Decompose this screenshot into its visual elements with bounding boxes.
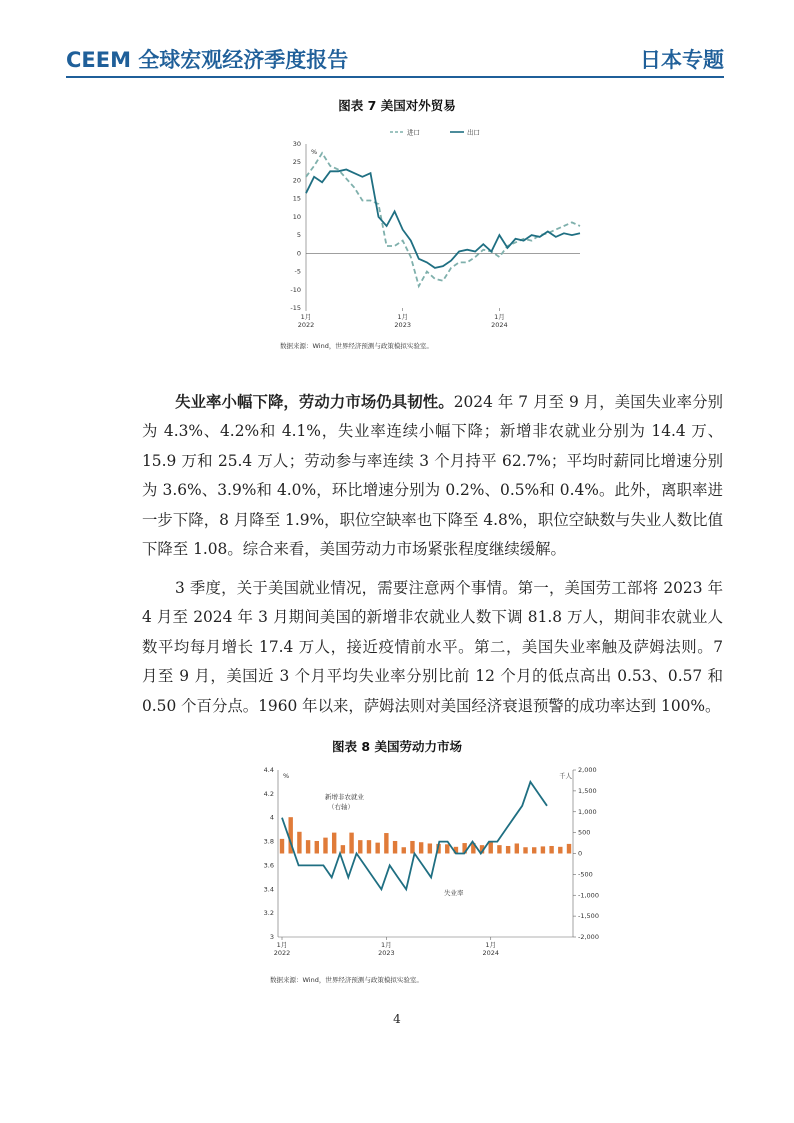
x-tick-month: 1月 — [381, 941, 392, 949]
figure8-svg — [258, 762, 608, 962]
payroll-bar — [315, 841, 319, 854]
x-tick-month: 1月 — [494, 313, 505, 321]
payroll-bar — [419, 842, 423, 853]
left-tick-label: 3.6 — [263, 861, 274, 870]
x-tick-month: 1月 — [485, 941, 497, 949]
y-tick-label: -10 — [290, 285, 301, 294]
report-topic: 日本专题 — [640, 48, 724, 72]
right-tick-label: -1,500 — [578, 912, 599, 921]
bar-series-label-axis: （右轴） — [328, 803, 354, 811]
figure8-title: 图表 8 美国劳动力市场 — [332, 739, 462, 754]
x-tick-month: 1月 — [300, 313, 312, 321]
payroll-bar — [532, 847, 536, 853]
payroll-bar — [297, 832, 301, 854]
left-tick-label: 3.8 — [263, 837, 274, 846]
payroll-bar — [306, 840, 310, 853]
y-tick-label: 20 — [292, 176, 301, 185]
x-tick-year: 2024 — [491, 321, 508, 329]
y-tick-label: 0 — [296, 249, 301, 258]
figure7-source: 数据来源：Wind，世界经济预测与政策模拟实验室。 — [280, 342, 433, 350]
payroll-bar — [445, 844, 449, 853]
figure7-title: 图表 7 美国对外贸易 — [338, 98, 456, 113]
payroll-bar — [402, 847, 406, 853]
payroll-bar — [367, 840, 371, 853]
x-tick-year: 2022 — [273, 949, 291, 957]
y-tick-label: 25 — [292, 158, 301, 167]
paragraph-labor-market — [142, 388, 723, 564]
right-tick-label: -2,000 — [578, 933, 599, 941]
payroll-bar — [323, 838, 327, 854]
x-tick-year: 2022 — [297, 321, 315, 329]
y-tick-label: 30 — [292, 140, 301, 148]
figure7-chart — [280, 128, 600, 338]
y-tick-label: 5 — [296, 231, 301, 240]
paragraph-lead: 失业率小幅下降，劳动力市场仍具韧性。 — [175, 393, 454, 411]
right-tick-label: 2,000 — [578, 766, 597, 774]
y-tick-label: 10 — [292, 212, 301, 221]
payroll-bar — [567, 844, 571, 854]
payroll-bar — [375, 843, 379, 854]
payroll-bar — [506, 846, 510, 854]
figure8-source: 数据来源：Wind，世界经济预测与政策模拟实验室。 — [270, 976, 423, 984]
unit-label: % — [311, 148, 318, 156]
right-tick-label: -1,000 — [578, 891, 599, 900]
payroll-bar — [384, 833, 388, 853]
payroll-bar — [332, 833, 336, 854]
left-tick-label: 4 — [269, 813, 274, 822]
payroll-bar — [497, 845, 501, 853]
payroll-bar — [558, 847, 562, 854]
y-tick-label: -5 — [294, 267, 301, 276]
x-tick-month: 1月 — [276, 941, 288, 949]
x-tick-year: 2023 — [378, 949, 395, 957]
left-tick-label: 3.2 — [263, 909, 274, 918]
payroll-bar — [280, 839, 284, 854]
payroll-bar — [549, 846, 553, 854]
right-tick-label: 500 — [578, 828, 591, 837]
payroll-bar — [523, 847, 527, 853]
payroll-bar — [541, 846, 545, 853]
legend-label: 出口 — [467, 128, 480, 137]
left-tick-label: 4.2 — [263, 789, 274, 798]
payroll-bar — [358, 840, 362, 853]
payroll-bar — [393, 841, 397, 854]
payroll-bar — [515, 843, 519, 853]
right-tick-label: -500 — [578, 870, 593, 879]
unit-left: % — [283, 772, 290, 780]
payroll-bar — [349, 833, 353, 854]
unemployment-line — [282, 782, 547, 889]
unit-right: 千人 — [559, 772, 572, 780]
paragraph-body: 2024 年 7 月至 9 月，美国失业率分别为 4.3%、4.2%和 4.1%，失业率连续小幅下降；新增非农就业分别为 14.4 万、15.9 万和 25.4 万人；劳动参与率连续 3 个月持平 62.7%；平均时薪同比增速分别为 3.6%、3.9%和 4.0%，环比增速分别为 0.2%、0.5%和 0.4%。此外，离职率进一步下降，8 月降至 1.9%，职位空缺率也下降至 4.8%，职位空缺数与失业人数比值下降至 1.08。综合来看，美国劳动力市场紧张程度继续缓解。 — [142, 393, 723, 559]
payroll-bar — [428, 843, 432, 853]
y-tick-label: 15 — [292, 194, 301, 203]
left-tick-label: 3 — [269, 933, 274, 941]
legend-label: 进口 — [407, 128, 420, 137]
paragraph-employment-notes — [142, 574, 723, 721]
right-tick-label: 1,500 — [578, 786, 597, 795]
x-tick-month: 1月 — [397, 313, 409, 321]
y-tick-label: -15 — [290, 304, 301, 312]
left-tick-label: 3.4 — [263, 885, 274, 894]
x-tick-year: 2023 — [394, 321, 411, 329]
left-tick-label: 4.4 — [263, 766, 274, 774]
payroll-bar — [410, 841, 414, 854]
paragraph2-body: 3 季度，关于美国就业情况，需要注意两个事情。第一，美国劳工部将 2023 年 4 月至 2024 年 3 月期间美国的新增非农就业人数下调 81.8 万人，期间非农就业人数平均每月增长 17.4 万人，接近疫情前水平。第二，美国失业率触及萨姆法则。7 月至 9 月，美国近 3 个月平均失业率分别比前 12 个月的低点高出 0.53、0.57 和 0.50 个百分点。1960 年以来，萨姆法则对美国经济衰退预警的成功率达到 100%。 — [142, 579, 723, 715]
figure8-chart — [258, 762, 608, 966]
figure7-svg — [280, 128, 600, 334]
bar-series-label: 新增非农就业 — [325, 793, 364, 801]
x-tick-year: 2024 — [482, 949, 500, 957]
payroll-bar — [341, 845, 345, 853]
report-brand: CEEM 全球宏观经济季度报告 — [66, 48, 349, 72]
right-tick-label: 0 — [578, 849, 583, 858]
page-number: 4 — [393, 1012, 401, 1026]
right-tick-label: 1,000 — [578, 807, 597, 816]
page-header — [66, 40, 724, 78]
line-series-label: 失业率 — [444, 889, 464, 897]
